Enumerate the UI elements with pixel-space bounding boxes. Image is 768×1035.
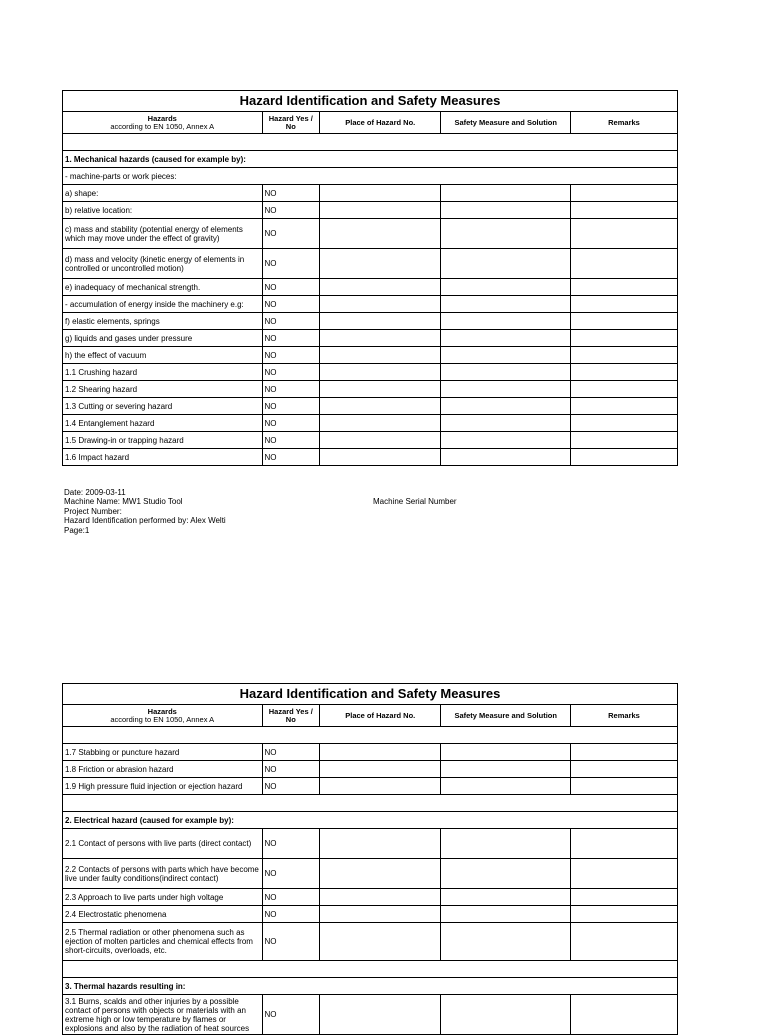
table-row [63, 449, 678, 466]
table-row [63, 432, 678, 449]
info-project-number: Project Number: [64, 506, 122, 516]
hazard-cell: - machine-parts or work pieces: [63, 168, 678, 185]
hazard-cell: 1.4 Entanglement hazard [63, 415, 263, 432]
answer-cell: NO [262, 889, 320, 906]
hazard-cell: 1.2 Shearing hazard [63, 381, 263, 398]
col-remarks: Remarks [571, 705, 678, 727]
hazard-cell: 1.8 Friction or abrasion hazard [63, 761, 263, 778]
info-machine-name: Machine Name: MW1 Studio Tool [64, 497, 183, 507]
hazard-table-1 [62, 90, 678, 466]
table-row [63, 859, 678, 889]
answer-cell: NO [262, 906, 320, 923]
hazard-cell: 2.5 Thermal radiation or other phenomena such as ejection of molten particles and chemical effects from short-circuits, overloads, etc. [63, 923, 263, 961]
blank-row [63, 961, 678, 978]
answer-cell: NO [262, 279, 320, 296]
answer-cell: NO [262, 347, 320, 364]
sheet-title: Hazard Identification and Safety Measures [63, 91, 678, 112]
hazard-cell: g) liquids and gases under pressure [63, 330, 263, 347]
table-row [63, 185, 678, 202]
hazard-cell: c) mass and stability (potential energy of elements which may move under the effect of gravity) [63, 219, 263, 249]
answer-cell: NO [262, 185, 320, 202]
table-row [63, 364, 678, 381]
info-date: Date: 2009-03-11 [64, 488, 126, 497]
hazard-cell: 2.3 Approach to live parts under high voltage [63, 889, 263, 906]
table-row [63, 202, 678, 219]
hazard-cell: b) relative location: [63, 202, 263, 219]
hazard-cell: 2.2 Contacts of persons with parts which have become live under faulty conditions(indirect contact) [63, 859, 263, 889]
answer-cell: NO [262, 296, 320, 313]
col-place: Place of Hazard No. [320, 705, 441, 727]
section-heading: 3. Thermal hazards resulting in: [63, 978, 678, 995]
table-row [63, 778, 678, 795]
hazard-cell: 1.9 High pressure fluid injection or ejection hazard [63, 778, 263, 795]
info-serial-number: Machine Serial Number [373, 497, 457, 506]
hazard-cell: h) the effect of vacuum [63, 347, 263, 364]
answer-cell: NO [262, 364, 320, 381]
table-row [63, 347, 678, 364]
col-hazards: Hazards according to EN 1050, Annex A [63, 705, 263, 727]
hazard-cell: d) mass and velocity (kinetic energy of elements in controlled or uncontrolled motion) [63, 249, 263, 279]
column-headers [63, 112, 678, 134]
table-row [63, 279, 678, 296]
table-row [63, 415, 678, 432]
hazard-cell: 2.4 Electrostatic phenomena [63, 906, 263, 923]
hazard-table-2 [62, 683, 678, 1035]
answer-cell: NO [262, 202, 320, 219]
blank-row [63, 727, 678, 744]
col-yes-no: Hazard Yes / No [262, 705, 320, 727]
table-row [63, 923, 678, 961]
answer-cell: NO [262, 249, 320, 279]
table-row [63, 398, 678, 415]
table-row [63, 313, 678, 330]
section-heading: 1. Mechanical hazards (caused for example by): [63, 151, 678, 168]
answer-cell: NO [262, 398, 320, 415]
table-row [63, 219, 678, 249]
table-row [63, 889, 678, 906]
answer-cell: NO [262, 778, 320, 795]
answer-cell: NO [262, 381, 320, 398]
col-remarks: Remarks [571, 112, 678, 134]
table-row [63, 296, 678, 313]
col-measure: Safety Measure and Solution [441, 705, 571, 727]
hazard-sheet-2 [62, 683, 678, 1035]
info-performed-by: Hazard Identification performed by: Alex Welti [64, 516, 226, 526]
col-yes-no: Hazard Yes / No [262, 112, 320, 134]
table-row [63, 761, 678, 778]
col-hazards: Hazards according to EN 1050, Annex A [63, 112, 263, 134]
col-measure: Safety Measure and Solution [441, 112, 571, 134]
hazard-cell: 1.3 Cutting or severing hazard [63, 398, 263, 415]
answer-cell: NO [262, 432, 320, 449]
answer-cell: NO [262, 744, 320, 761]
hazard-cell: a) shape: [63, 185, 263, 202]
info-page: Page:1 [64, 525, 90, 535]
hazard-cell: e) inadequacy of mechanical strength. [63, 279, 263, 296]
table-row [63, 330, 678, 347]
table-row [63, 744, 678, 761]
section-heading: 2. Electrical hazard (caused for example by): [63, 812, 678, 829]
hazard-cell: 1.5 Drawing-in or trapping hazard [63, 432, 263, 449]
blank-row [63, 134, 678, 151]
hazard-sheet-1 [62, 90, 678, 466]
col-place: Place of Hazard No. [320, 112, 441, 134]
table-row [63, 249, 678, 279]
table-row [63, 381, 678, 398]
sheet-info [64, 488, 226, 535]
answer-cell: NO [262, 995, 320, 1035]
answer-cell: NO [262, 330, 320, 347]
hazard-cell: 1.1 Crushing hazard [63, 364, 263, 381]
sheet-title: Hazard Identification and Safety Measures [63, 684, 678, 705]
table-row [63, 995, 678, 1035]
answer-cell: NO [262, 449, 320, 466]
answer-cell: NO [262, 415, 320, 432]
hazard-cell: 2.1 Contact of persons with live parts (direct contact) [63, 829, 263, 859]
answer-cell: NO [262, 219, 320, 249]
answer-cell: NO [262, 923, 320, 961]
answer-cell: NO [262, 829, 320, 859]
column-headers [63, 705, 678, 727]
table-row [63, 829, 678, 859]
answer-cell: NO [262, 313, 320, 330]
hazard-cell: 1.7 Stabbing or puncture hazard [63, 744, 263, 761]
hazard-cell: 3.1 Burns, scalds and other injuries by a possible contact of persons with objects or materials with an extreme high or low temperature by flames or explosions and also by the radiation of heat sources [63, 995, 263, 1035]
hazard-cell: - accumulation of energy inside the machinery e.g: [63, 296, 263, 313]
table-row [63, 906, 678, 923]
answer-cell: NO [262, 859, 320, 889]
hazard-cell: f) elastic elements, springs [63, 313, 263, 330]
table-row [63, 168, 678, 185]
hazard-cell: 1.6 Impact hazard [63, 449, 263, 466]
answer-cell: NO [262, 761, 320, 778]
blank-row [63, 795, 678, 812]
